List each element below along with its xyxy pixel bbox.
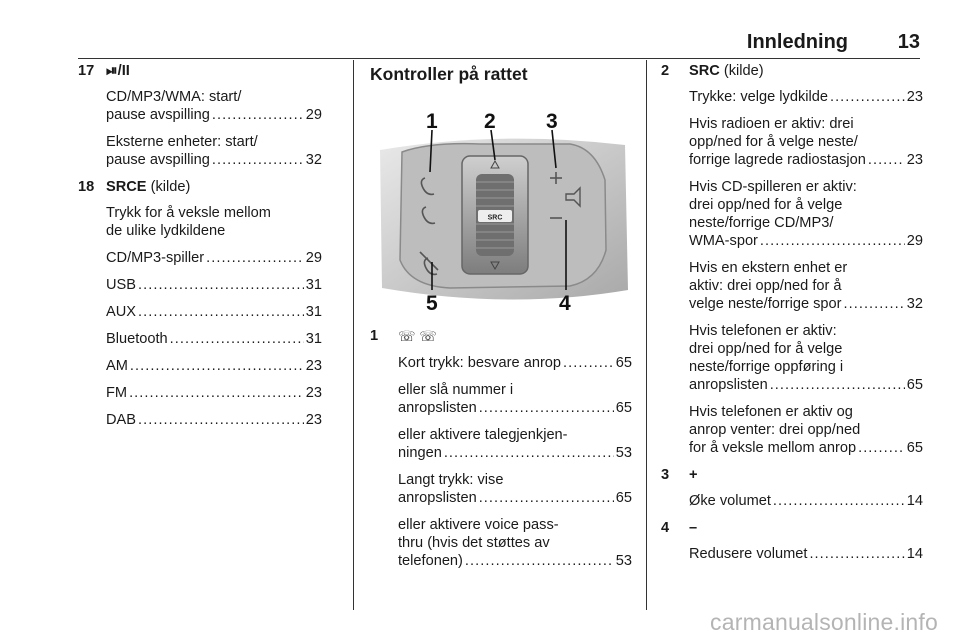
entry-line: Hvis telefonen er aktiv: xyxy=(689,323,837,339)
column-right xyxy=(661,62,923,572)
page-ref[interactable]: 14 xyxy=(906,493,923,509)
entry-line: thru (hvis det støttes av xyxy=(398,535,550,551)
page-ref[interactable]: 31 xyxy=(305,304,322,320)
entry-paragraph xyxy=(106,411,322,429)
dot-leader xyxy=(868,151,905,169)
entry-paragraph xyxy=(106,133,322,169)
entry-label: anropslisten xyxy=(398,400,477,416)
entry-line: Hvis telefonen er aktiv og xyxy=(689,404,853,420)
dot-leader xyxy=(465,552,614,570)
column-middle xyxy=(370,327,632,579)
page-ref[interactable]: 65 xyxy=(615,400,632,416)
entry-line: de ulike lydkildene xyxy=(106,223,226,239)
entry-paragraph xyxy=(689,178,923,250)
dot-leader xyxy=(444,444,614,462)
page-ref[interactable]: 29 xyxy=(906,233,923,249)
toc-entry xyxy=(689,232,923,250)
toc-entry xyxy=(398,399,632,417)
src-label: SRC xyxy=(487,214,503,222)
item-number: 1 xyxy=(370,328,379,344)
entry-paragraph xyxy=(689,403,923,457)
item-number: 17 xyxy=(78,63,95,79)
page-ref[interactable]: 23 xyxy=(906,152,923,168)
list-item xyxy=(78,62,322,169)
dot-leader xyxy=(479,399,614,417)
play-pause-icon: ⏯/II xyxy=(106,63,130,79)
entry-paragraph xyxy=(106,88,322,124)
entry-label: forrige lagrede radiostasjon xyxy=(689,152,866,168)
entry-line: aktiv: drei opp/ned for å xyxy=(689,278,842,294)
entry-label: pause avspilling xyxy=(106,152,210,168)
entry-line: eller aktivere talegjenkjen- xyxy=(398,427,568,443)
list-item xyxy=(78,178,322,429)
toc-entry xyxy=(106,249,322,267)
entry-label: ningen xyxy=(398,445,442,461)
toc-entry xyxy=(689,88,923,106)
toc-entry xyxy=(689,439,923,457)
entry-paragraph xyxy=(689,545,923,563)
entry-paragraph xyxy=(106,357,322,375)
entry-paragraph xyxy=(398,471,632,507)
figure-label-4: 4 xyxy=(559,292,571,315)
page-ref[interactable]: 53 xyxy=(615,445,632,461)
control-desc: (kilde) xyxy=(146,179,191,195)
entry-label: Kort trykk: besvare anrop xyxy=(398,355,562,371)
entry-label: Bluetooth xyxy=(106,331,168,347)
control-symbol: – xyxy=(689,520,698,536)
entry-label: AM xyxy=(106,358,128,374)
entry-paragraph xyxy=(689,492,923,510)
entry-line: neste/forrige oppføring i xyxy=(689,359,844,375)
list-item xyxy=(661,466,923,510)
entry-line: Langt trykk: vise xyxy=(398,472,504,488)
entry-label: AUX xyxy=(106,304,137,320)
dot-leader xyxy=(858,439,905,457)
toc-entry xyxy=(106,303,322,321)
item-heading xyxy=(689,466,923,484)
item-heading xyxy=(398,327,632,346)
figure-label-1: 1 xyxy=(426,110,438,133)
page-ref[interactable]: 23 xyxy=(305,412,322,428)
column-divider-left xyxy=(353,60,354,610)
entry-line: Hvis en ekstern enhet er xyxy=(689,260,848,276)
page-ref[interactable]: 53 xyxy=(615,553,632,569)
figure-label-5: 5 xyxy=(426,292,438,315)
item-heading xyxy=(106,62,322,80)
figure-label-3: 3 xyxy=(546,110,558,133)
entry-label: telefonen) xyxy=(398,553,463,569)
page-ref[interactable]: 32 xyxy=(906,296,923,312)
dot-leader xyxy=(563,354,614,372)
page-ref[interactable]: 31 xyxy=(305,331,322,347)
entry-paragraph xyxy=(106,303,322,321)
entry-label: velge neste/forrige spor xyxy=(689,296,842,312)
dot-leader xyxy=(129,384,304,402)
column-divider-right xyxy=(646,60,647,610)
toc-entry xyxy=(689,492,923,510)
dot-leader xyxy=(770,376,905,394)
watermark: carmanualsonline.info xyxy=(710,609,938,635)
entry-paragraph xyxy=(689,259,923,313)
entry-paragraph xyxy=(106,330,322,348)
entry-line: Hvis CD-spilleren er aktiv: xyxy=(689,179,857,195)
toc-entry xyxy=(398,444,632,462)
entry-line: opp/ned for å velge neste/ xyxy=(689,134,858,150)
page-ref[interactable]: 23 xyxy=(305,358,322,374)
toc-entry xyxy=(689,295,923,313)
entry-paragraph xyxy=(398,516,632,570)
page-ref[interactable]: 65 xyxy=(906,377,923,393)
dot-leader xyxy=(170,330,304,348)
page-ref[interactable]: 31 xyxy=(305,277,322,293)
toc-entry xyxy=(106,411,322,429)
dot-leader xyxy=(138,303,304,321)
entry-paragraph xyxy=(398,354,632,372)
entry-line: drei opp/ned for å velge xyxy=(689,197,843,213)
toc-entry xyxy=(689,151,923,169)
entry-label: Redusere volumet xyxy=(689,546,808,562)
entry-label: FM xyxy=(106,385,128,401)
entry-label: USB xyxy=(106,277,137,293)
dot-leader xyxy=(206,249,304,267)
toc-entry xyxy=(106,357,322,375)
control-name: SRC xyxy=(689,63,720,79)
item-heading xyxy=(689,62,923,80)
entry-paragraph xyxy=(106,276,322,294)
toc-entry xyxy=(398,489,632,507)
dot-leader xyxy=(479,489,614,507)
entry-paragraph xyxy=(689,115,923,169)
entry-label: pause avspilling xyxy=(106,107,210,123)
toc-entry xyxy=(398,552,632,570)
page-number: 13 xyxy=(897,31,920,53)
dot-leader xyxy=(138,276,304,294)
entry-label: anropslisten xyxy=(398,490,477,506)
entry-paragraph xyxy=(689,322,923,394)
entry-line: Trykk for å veksle mellom xyxy=(106,205,271,221)
control-symbol: + xyxy=(689,467,698,483)
dot-leader xyxy=(760,232,905,250)
entry-paragraph xyxy=(106,204,322,240)
phone-icon: ☏ ☏ xyxy=(398,328,437,344)
dot-leader xyxy=(130,357,304,375)
page-ref[interactable]: 65 xyxy=(615,490,632,506)
toc-entry xyxy=(106,106,322,124)
item-number: 2 xyxy=(661,63,670,79)
page-ref[interactable]: 29 xyxy=(305,250,322,266)
entry-label: DAB xyxy=(106,412,137,428)
page-ref[interactable]: 29 xyxy=(305,107,322,123)
toc-entry xyxy=(689,376,923,394)
page-ref[interactable]: 65 xyxy=(615,355,632,371)
entry-label: Trykke: velge lydkilde xyxy=(689,89,828,105)
section-title: Kontroller på rattet xyxy=(370,64,528,84)
toc-entry xyxy=(398,354,632,372)
toc-entry xyxy=(106,384,322,402)
dot-leader xyxy=(809,545,904,563)
entry-line: Eksterne enheter: start/ xyxy=(106,134,258,150)
entry-label: anropslisten xyxy=(689,377,768,393)
entry-label: CD/MP3-spiller xyxy=(106,250,205,266)
page-ref[interactable]: 23 xyxy=(906,89,923,105)
entry-line: CD/MP3/WMA: start/ xyxy=(106,89,242,105)
list-item xyxy=(661,519,923,563)
dot-leader xyxy=(844,295,905,313)
list-item xyxy=(661,62,923,457)
page-ref[interactable]: 23 xyxy=(305,385,322,401)
item-heading xyxy=(689,519,923,537)
column-left xyxy=(78,62,322,438)
steering-wheel-controls-figure xyxy=(370,110,632,320)
entry-line: drei opp/ned for å velge xyxy=(689,341,843,357)
item-number: 18 xyxy=(78,179,95,195)
control-desc: (kilde) xyxy=(719,63,764,79)
toc-entry xyxy=(106,276,322,294)
dot-leader xyxy=(138,411,304,429)
entry-line: eller aktivere voice pass- xyxy=(398,517,559,533)
entry-paragraph xyxy=(398,381,632,417)
entry-paragraph xyxy=(106,249,322,267)
entry-label: for å veksle mellom anrop xyxy=(689,440,857,456)
entry-line: Hvis radioen er aktiv: drei xyxy=(689,116,854,132)
entry-line: anrop venter: drei opp/ned xyxy=(689,422,861,438)
dot-leader xyxy=(773,492,905,510)
figure-label-2: 2 xyxy=(484,110,496,133)
page-ref[interactable]: 65 xyxy=(906,440,923,456)
dot-leader xyxy=(212,151,304,169)
control-name: SRCE xyxy=(106,179,147,195)
dot-leader xyxy=(830,88,905,106)
entry-label: WMA-spor xyxy=(689,233,758,249)
page-ref[interactable]: 32 xyxy=(305,152,322,168)
entry-line: eller slå nummer i xyxy=(398,382,514,398)
item-heading xyxy=(106,178,322,196)
toc-entry xyxy=(106,330,322,348)
list-item xyxy=(370,327,632,570)
entry-line: neste/forrige CD/MP3/ xyxy=(689,215,834,231)
dot-leader xyxy=(212,106,304,124)
item-number: 3 xyxy=(661,467,670,483)
entry-paragraph xyxy=(689,88,923,106)
page-header-title: Innledning xyxy=(746,31,848,53)
entry-paragraph xyxy=(106,384,322,402)
toc-entry xyxy=(689,545,923,563)
toc-entry xyxy=(106,151,322,169)
entry-paragraph xyxy=(398,426,632,462)
page-ref[interactable]: 14 xyxy=(906,546,923,562)
header-rule xyxy=(78,58,920,59)
item-number: 4 xyxy=(661,520,670,536)
entry-label: Øke volumet xyxy=(689,493,771,509)
